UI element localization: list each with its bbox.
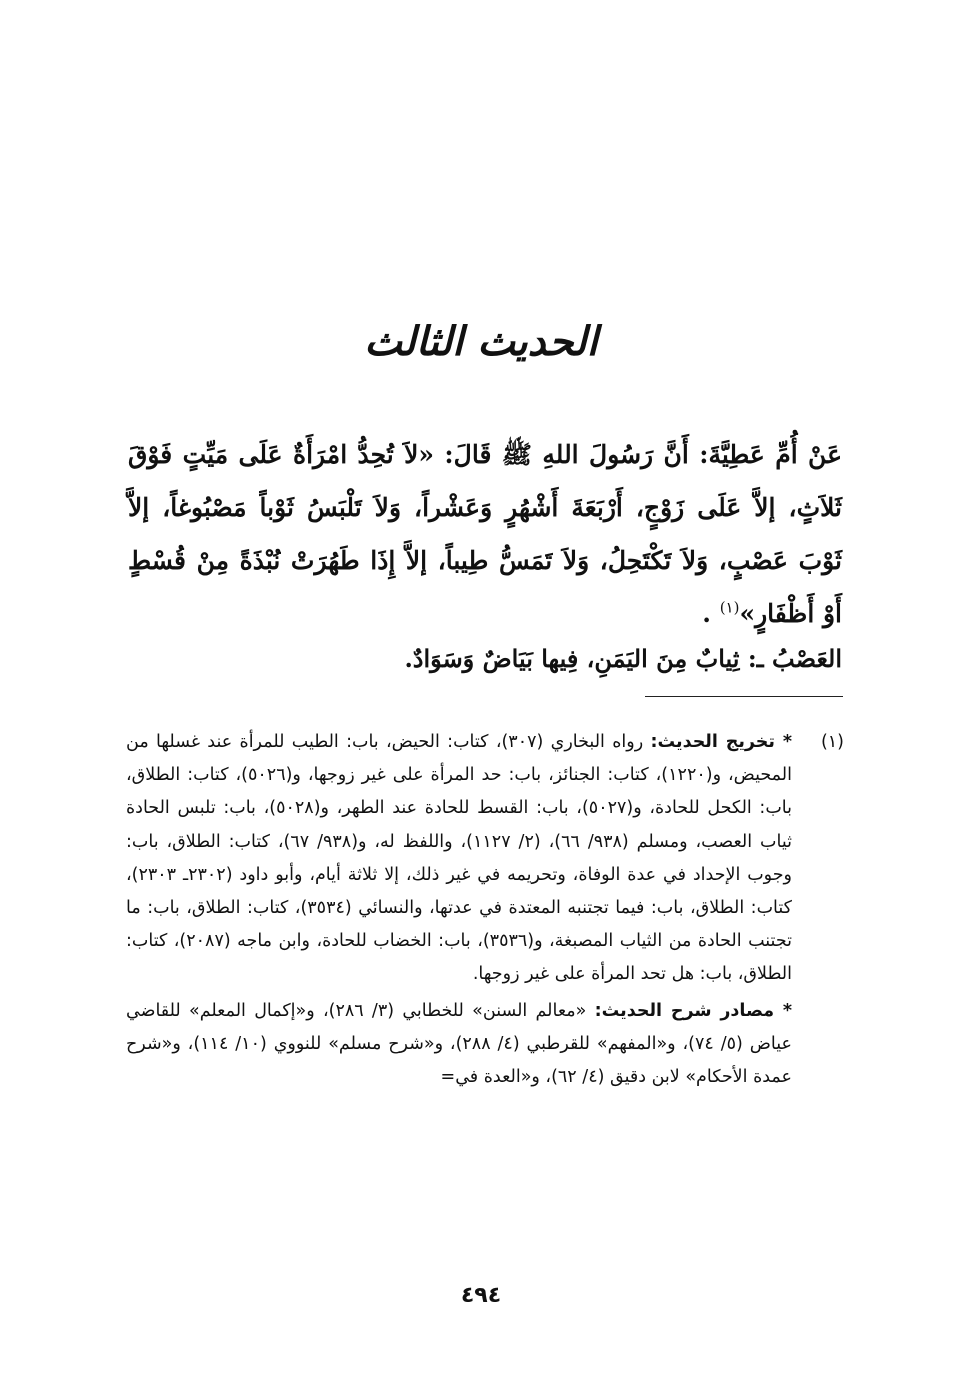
footnote-item xyxy=(126,726,844,992)
page-number: ٤٩٤ xyxy=(460,1283,502,1308)
chapter-heading: الحديث الثالث xyxy=(364,318,598,365)
takhrij-text: رواه البخاري (٣٠٧)، كتاب: الحيض، باب: الطيب للمرأة عند غسلها من المحيض، و(١٢٢٠)، كتاب: الجنائز، باب: حد المرأة على غير زوجها، و(٥٠٢٦)، كتاب: الطلاق، باب: الكحل للحادة، و(٥٠٢٧)، باب: القسط للحادة عند الطهر، و(٥٠٢٨)، باب: تلبس الحادة ثياب العصب، ومسلم (٩٣٨/ ٦٦)، (٢/ ١١٢٧)، واللفظ له، و(٩٣٨/ ٦٧)، كتاب: الطلاق، باب: وجوب الإحداد في عدة الوفاة، وتحريمه في غير ذلك، إلا ثلاثة أيام، وأبو داود (٢٣٠٢ـ ٢٣٠٣)، كتاب: الطلاق، باب: فيما تجتنبه المعتدة في عدتها، والنسائي (٣٥٣٤)، كتاب: الطلاق، باب: ما تجتنب الحادة من الثياب المصبغة، و(٣٥٣٦)، باب: الخضاب للحادة، وابن ماجه (٢٠٨٧)، كتاب: الطلاق، باب: هل تحد المرأة على غير زوجها. xyxy=(126,732,793,985)
sources-label: * مصادر شرح الحديث: xyxy=(594,1000,792,1021)
gloss-definition: ثِيابٌ مِنَ اليَمَنِ، فِيها بَيَاضٌ وَسَوَادٌ. xyxy=(404,644,740,673)
gloss-term: العَصْبُ ـ: xyxy=(747,644,842,673)
footnotes-section xyxy=(126,726,844,1094)
hadith-text xyxy=(128,428,842,640)
footnote-body xyxy=(126,726,792,992)
hadith-end: . xyxy=(702,599,711,628)
footnote-divider xyxy=(645,696,843,697)
word-gloss xyxy=(128,634,842,684)
sources-paragraph xyxy=(126,995,844,1095)
takhrij-label: * تخريج الحديث: xyxy=(650,732,792,752)
hadith-body: عَنْ أُمِّ عَطِيَّةَ: أَنَّ رَسُولَ اللهِ ﷺ قَالَ: «لاَ تُحِدُّ امْرَأَةٌ عَلَى مَيِّتٍ فَوْقَ ثَلاَثٍ، إلاَّ عَلَى زَوْجٍ، أَرْبَعَةَ أَشْهُرٍ وَعَشْراً، وَلاَ تَلْبَسُ ثَوْباً مَصْبُوغاً، إلاَّ ثَوْبَ عَصْبٍ، وَلاَ تَكْتَحِلُ، وَلاَ تَمَسُّ طِيباً، إلاَّ إِذَا طَهُرَتْ نُبْذَةً مِنْ قُسْطٍ أَوْ أَظْفَارٍ» xyxy=(128,440,842,628)
sources-text: «معالم السنن» للخطابي (٣/ ٢٨٦)، و«إكمال المعلم» للقاضي عياض (٥/ ٧٤)، و«المفهم» للقرطبي (٤/ ٢٨٨)، و«شرح مسلم» للنووي (١٠/ ١١٤)، و«شرح عمدة الأحكام» لابن دقيق (٤/ ٦٢)، و«العدة في= xyxy=(126,1000,792,1088)
footnote-number: (١) xyxy=(820,732,844,752)
footnote-reference[interactable]: (١) xyxy=(719,598,740,617)
